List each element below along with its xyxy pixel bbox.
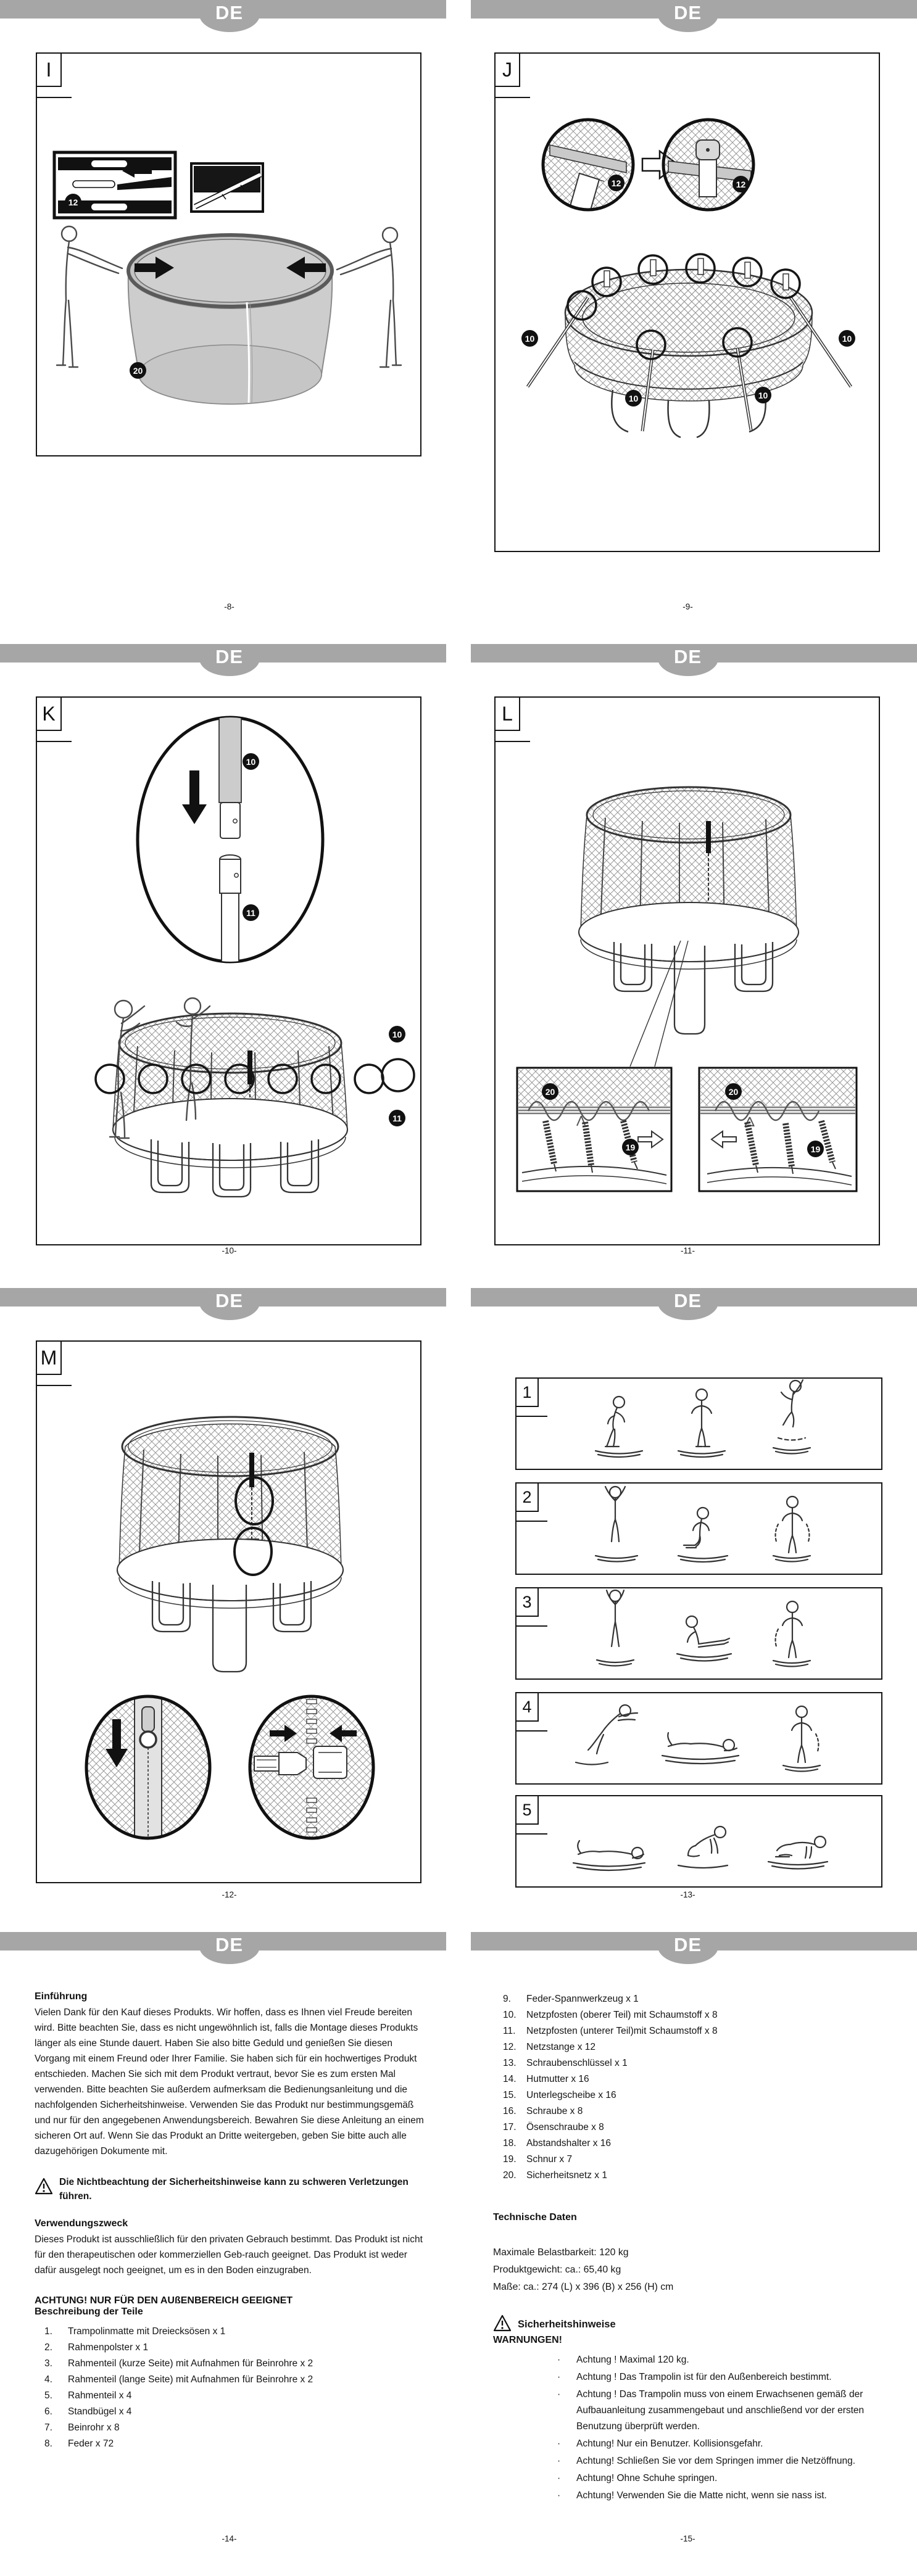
language-tab [658,1288,718,1320]
step-number: 4 [515,1692,539,1722]
part-badge-post-lower: 11 [243,904,259,921]
bullet-icon: · [557,2372,561,2382]
language-tab [199,1932,260,1964]
part-list-item: 9. Feder-Spannwerkzeug x 1 [503,1994,639,2004]
language-tab [199,0,260,32]
part-badge-netrod: 12 [732,176,749,192]
part-list-item: 3. Rahmenteil (kurze Seite) mit Aufnahmen für Beinrohre x 2 [44,2358,313,2369]
step-box-4 [515,1692,882,1785]
page-10 [0,644,458,1288]
figure-letter: I [36,52,62,87]
page-11 [458,644,917,1288]
language-label: DE [215,1934,244,1955]
figure-box-i [36,52,421,456]
step-box-3 [515,1587,882,1680]
step-number: 2 [515,1482,539,1512]
figure-box-l [494,696,880,1245]
part-list-item: 10. Netzpfosten (oberer Teil) mit Schaumstoff x 8 [503,2010,718,2020]
tech-line: Maße: ca.: 274 (L) x 396 (B) x 256 (H) cm [493,2282,674,2292]
part-list-item: 11. Netzpfosten (unterer Teil)mit Schaumstoff x 8 [503,2026,718,2036]
warning-text: Die Nichtbeachtung der Sicherheitshinweise kann zu schweren Verletzungen führen. [59,2177,409,2202]
language-label: DE [673,646,702,667]
step-box-2 [515,1482,882,1575]
page-number: -13- [680,1890,695,1899]
part-list-item: 20. Sicherheitsnetz x 1 [503,2170,607,2181]
step-2-illustration [517,1484,881,1574]
warning-block [35,2175,424,2203]
language-tab [658,1932,718,1964]
parts-list [35,2324,424,2452]
part-list-item: 15. Unterlegscheibe x 16 [503,2090,616,2100]
page-number: -12- [222,1890,237,1899]
page-15 [458,1932,917,2576]
part-badge-cord: 19 [622,1139,639,1155]
figure-l-illustration [496,698,879,1244]
step-3-illustration [517,1588,881,1678]
tech-title: Technische Daten [493,2212,577,2223]
part-list-item: 8. Feder x 72 [44,2438,114,2449]
part-list-item: 14. Hutmutter x 16 [503,2074,589,2084]
bullet-icon: · [557,2355,561,2365]
usage-title: Verwendungszweck [35,2218,128,2229]
parts-title: Beschreibung der Teile [35,2306,143,2317]
warning-triangle-icon [35,2175,59,2198]
step-number: 1 [515,1377,539,1407]
part-list-item: 19. Schnur x 7 [503,2154,573,2165]
usage-paragraph: Dieses Produkt ist ausschließlich für den privaten Gebrauch bestimmt. Das Produkt ist nicht für den therapeutischen oder kommerziellen Geb-rauch geeignet. Das Produkt ist weder dafür ausgelegt noch geeignet, um es in den Boden einzugraben. [35,2234,423,2276]
part-list-item: 7. Beinrohr x 8 [44,2422,120,2433]
safety-heading [493,2314,882,2335]
step-4-illustration [517,1693,881,1783]
language-label: DE [215,646,244,667]
part-badge-post-upper: 10 [243,753,259,770]
parts-list [493,1991,882,2184]
page-number: -9- [683,602,693,611]
part-list-item: 12. Netzstange x 12 [503,2042,596,2052]
figure-letter: L [494,696,520,731]
text-content [35,1991,424,2452]
figure-k-illustration [37,698,420,1244]
step-box-1 [515,1377,882,1470]
warning-list-item: · Achtung ! Maximal 120 kg. [493,2352,882,2368]
part-badge-cord: 19 [807,1141,824,1157]
part-list-item: 2. Rahmenpolster x 1 [44,2342,149,2353]
language-tab [658,644,718,676]
step-number: 5 [515,1795,539,1825]
figure-box-m [36,1340,421,1883]
part-list-item: 1. Trampolinmatte mit Dreiecksösen x 1 [44,2326,226,2337]
warning-list-item: · Achtung! Verwenden Sie die Matte nicht, wenn sie nass ist. [493,2488,882,2504]
language-tab [199,1288,260,1320]
figure-box-k [36,696,421,1245]
figure-j-illustration [496,54,879,551]
part-badge-post: 10 [839,330,855,347]
part-badge-post: 10 [625,390,642,407]
part-badge-net: 20 [725,1083,742,1100]
tech-line: Maximale Belastbarkeit: 120 kg [493,2247,629,2258]
warning-list-item: · Achtung ! Das Trampolin muss von einem Erwachsenen gemäß der Aufbauanleitung zusammengebaut und anschließend vor der ersten Benutzung überprüft werden. [493,2387,882,2435]
part-list-item: 4. Rahmenteil (lange Seite) mit Aufnahmen für Beinrohre x 2 [44,2374,313,2385]
intro-paragraph: Vielen Dank für den Kauf dieses Produkts. Wir hoffen, dass es Ihnen viel Freude bereiten wird. Bitte beachten Sie, dass es nicht ungewöhnlich ist, falls die Montage dieses Produkts länger als eine Stunde dauert. Haben Sie also bitte Geduld und genießen Sie diesen Vorgang mit einem Freund oder Ihrer Familie. Sie haben sich für ein hochwertiges Produkt entschieden. Machen Sie sich mit dem Produkt vertraut, bevor Sie es zum ersten Mal verwenden. Bitte beachten Sie außerdem aufmerksam die Bedienungsanleitung und die nachfolgenden Sicherheitshinweise. Verwenden Sie das Produkt nur bestimmungsgemäß und nur für den angegebenen Anwendungsbereich. Bewahren Sie diese Anleitung an einem sicheren Ort auf. Wenn Sie das Produkt an Dritte weitergeben, geben Sie bitte auch alle dazugehörigen Dokumente mit. [35,2007,424,2157]
language-label: DE [215,1290,244,1311]
part-badge-net: 20 [542,1083,558,1100]
safety-title: Sicherheitshinweise [518,2319,616,2330]
part-list-item: 16. Schraube x 8 [503,2106,583,2116]
bullet-icon: · [557,2490,561,2501]
part-badge-netrod: 12 [65,194,81,210]
figure-m-illustration [37,1342,420,1882]
tech-data [493,2244,882,2296]
bullet-icon: · [557,2389,561,2400]
figure-letter: M [36,1340,62,1375]
warning-list-item: · Achtung ! Das Trampolin ist für den Außenbereich bestimmt. [493,2369,882,2385]
part-badge-post-upper: 10 [389,1026,405,1042]
figure-letter: K [36,696,62,731]
figure-i-illustration [37,54,420,455]
page-number: -14- [222,2534,237,2543]
page-13 [458,1288,917,1932]
part-list-item: 13. Schraubenschlüssel x 1 [503,2058,628,2068]
part-badge-post-lower: 11 [389,1110,405,1126]
step-5-illustration [517,1796,881,1886]
warnings-list [493,2352,882,2504]
page-number: -11- [680,1246,695,1255]
language-label: DE [215,2,244,23]
part-badge-post: 10 [521,330,538,347]
bullet-icon: · [557,2473,561,2483]
caution-title: ACHTUNG! NUR FÜR DEN AUßENBEREICH GEEIGNET [35,2295,293,2306]
page-12 [0,1288,458,1932]
part-badge-post: 10 [755,387,771,403]
language-label: DE [673,1934,702,1955]
warning-list-item: · Achtung! Ohne Schuhe springen. [493,2471,882,2487]
step-box-5 [515,1795,882,1888]
step-1-illustration [517,1379,881,1469]
warning-list-item: · Achtung! Nur ein Benutzer. Kollisionsgefahr. [493,2436,882,2452]
language-tab [199,644,260,676]
part-list-item: 17. Ösenschraube x 8 [503,2122,604,2132]
part-list-item: 6. Standbügel x 4 [44,2406,132,2417]
warning-list-item: · Achtung! Schließen Sie vor dem Springen immer die Netzöffnung. [493,2453,882,2469]
warnings-title: WARNUNGEN! [493,2335,562,2345]
language-label: DE [673,1290,702,1311]
part-list-item: 18. Abstandshalter x 16 [503,2138,612,2149]
page-number: -15- [680,2534,695,2543]
text-content [493,1991,882,2504]
page-8 [0,0,458,644]
step-number: 3 [515,1587,539,1617]
language-tab [658,0,718,32]
page-number: -10- [222,1246,237,1255]
bullet-icon: · [557,2438,561,2449]
part-list-item: 5. Rahmenteil x 4 [44,2390,132,2401]
figure-box-j [494,52,880,552]
figure-letter: J [494,52,520,87]
part-badge-safetynet: 20 [130,362,146,379]
page-14 [0,1932,458,2576]
bullet-icon: · [557,2456,561,2466]
language-label: DE [673,2,702,23]
tech-line: Produktgewicht: ca.: 65,40 kg [493,2264,621,2275]
page-9 [458,0,917,644]
part-badge-netrod: 12 [608,175,624,191]
intro-title: Einführung [35,1991,88,2002]
page-number: -8- [224,602,234,611]
warning-triangle-icon [493,2314,512,2335]
